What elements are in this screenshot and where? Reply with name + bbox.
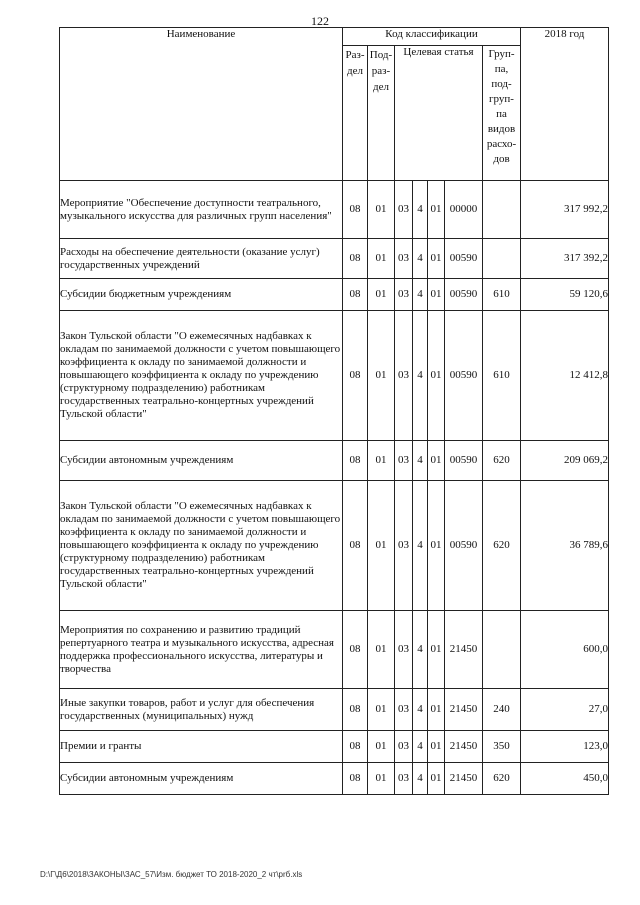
row-target-subprogram: 4 xyxy=(413,279,428,311)
row-razdel: 08 xyxy=(343,731,368,763)
row-name: Закон Тульской области "О ежемесячных надбавках к окладам по занимаемой должности с учетом повышающего коэффициента к окладу по занимаемой должности и повышающего коэффициента к окладу по учреждению (структурному подразделению) работникам государственных театрально-концертных учреждений Тульской области" xyxy=(60,481,343,611)
row-amount: 600,0 xyxy=(521,611,609,689)
row-podrazdel: 01 xyxy=(368,481,395,611)
file-path-footer: D:\Г\Д6\2018\ЗАКОНЫ\ЗАС_57\Изм. бюджет ТО 2018-2020_2 чт\prб.xls xyxy=(40,870,303,879)
header-razdel: Раз- дел xyxy=(343,46,368,181)
row-expense-type: 610 xyxy=(483,279,521,311)
row-razdel: 08 xyxy=(343,239,368,279)
row-name: Премии и гранты xyxy=(60,731,343,763)
row-target-event: 01 xyxy=(428,239,445,279)
row-target-subprogram: 4 xyxy=(413,311,428,441)
row-target-event: 01 xyxy=(428,611,445,689)
row-expense-type: 620 xyxy=(483,481,521,611)
row-expense-type xyxy=(483,611,521,689)
row-amount: 317 992,2 xyxy=(521,181,609,239)
table-row xyxy=(60,481,609,611)
row-target-event: 01 xyxy=(428,311,445,441)
table-row xyxy=(60,763,609,795)
row-target-event: 01 xyxy=(428,181,445,239)
row-target-direction: 00000 xyxy=(445,181,483,239)
row-amount: 27,0 xyxy=(521,689,609,731)
row-expense-type: 620 xyxy=(483,441,521,481)
row-name: Расходы на обеспечение деятельности (оказание услуг) государственных учреждений xyxy=(60,239,343,279)
table-row xyxy=(60,311,609,441)
row-target-program: 03 xyxy=(395,279,413,311)
row-target-program: 03 xyxy=(395,611,413,689)
row-podrazdel: 01 xyxy=(368,689,395,731)
row-expense-type: 620 xyxy=(483,763,521,795)
header-classification-code: Код классификации xyxy=(343,28,521,46)
row-razdel: 08 xyxy=(343,279,368,311)
row-target-subprogram: 4 xyxy=(413,181,428,239)
row-podrazdel: 01 xyxy=(368,441,395,481)
header-podrazdel: Под- раз- дел xyxy=(368,46,395,181)
row-podrazdel: 01 xyxy=(368,731,395,763)
row-target-program: 03 xyxy=(395,441,413,481)
row-target-program: 03 xyxy=(395,311,413,441)
row-name: Мероприятия по сохранению и развитию традиций репертуарного театра и музыкального искусства, адресная поддержка профессионального искусства, литературы и творчества xyxy=(60,611,343,689)
row-razdel: 08 xyxy=(343,441,368,481)
row-amount: 12 412,8 xyxy=(521,311,609,441)
row-target-event: 01 xyxy=(428,731,445,763)
row-target-direction: 00590 xyxy=(445,279,483,311)
row-expense-type: 610 xyxy=(483,311,521,441)
row-target-subprogram: 4 xyxy=(413,611,428,689)
row-name: Иные закупки товаров, работ и услуг для обеспечения государственных (муниципальных) нужд xyxy=(60,689,343,731)
row-expense-type xyxy=(483,181,521,239)
row-target-event: 01 xyxy=(428,279,445,311)
row-amount: 317 392,2 xyxy=(521,239,609,279)
table-row xyxy=(60,611,609,689)
row-podrazdel: 01 xyxy=(368,181,395,239)
row-target-subprogram: 4 xyxy=(413,481,428,611)
row-target-subprogram: 4 xyxy=(413,441,428,481)
row-target-direction: 21450 xyxy=(445,611,483,689)
row-target-program: 03 xyxy=(395,239,413,279)
row-razdel: 08 xyxy=(343,181,368,239)
table-row xyxy=(60,731,609,763)
row-target-event: 01 xyxy=(428,763,445,795)
row-expense-type: 350 xyxy=(483,731,521,763)
row-target-program: 03 xyxy=(395,763,413,795)
row-target-subprogram: 4 xyxy=(413,239,428,279)
row-razdel: 08 xyxy=(343,689,368,731)
table-row xyxy=(60,239,609,279)
row-razdel: 08 xyxy=(343,763,368,795)
row-razdel: 08 xyxy=(343,311,368,441)
table-row xyxy=(60,441,609,481)
row-target-direction: 00590 xyxy=(445,481,483,611)
row-target-event: 01 xyxy=(428,689,445,731)
row-expense-type: 240 xyxy=(483,689,521,731)
row-target-direction: 00590 xyxy=(445,441,483,481)
row-podrazdel: 01 xyxy=(368,311,395,441)
header-expense-group: Груп- па, под- груп- па видов расхо- дов xyxy=(483,46,521,181)
row-name: Субсидии автономным учреждениям xyxy=(60,763,343,795)
row-target-direction: 21450 xyxy=(445,763,483,795)
row-amount: 209 069,2 xyxy=(521,441,609,481)
row-podrazdel: 01 xyxy=(368,611,395,689)
row-target-direction: 21450 xyxy=(445,689,483,731)
row-amount: 450,0 xyxy=(521,763,609,795)
row-target-program: 03 xyxy=(395,181,413,239)
header-name: Наименование xyxy=(60,28,343,181)
table-body xyxy=(60,181,609,795)
row-amount: 123,0 xyxy=(521,731,609,763)
row-name: Мероприятие "Обеспечение доступности театрального, музыкального искусства для различных групп населения" xyxy=(60,181,343,239)
table-row xyxy=(60,279,609,311)
table-row xyxy=(60,181,609,239)
budget-table xyxy=(59,27,609,795)
row-razdel: 08 xyxy=(343,481,368,611)
row-target-program: 03 xyxy=(395,481,413,611)
row-target-event: 01 xyxy=(428,481,445,611)
row-amount: 59 120,6 xyxy=(521,279,609,311)
row-target-direction: 00590 xyxy=(445,311,483,441)
row-name: Закон Тульской области "О ежемесячных надбавках к окладам по занимаемой должности с учетом повышающего коэффициента к окладу по занимаемой должности и повышающего коэффициента к окладу по учреждению (структурному подразделению) работникам государственных театрально-концертных учреждений Тульской области" xyxy=(60,311,343,441)
row-target-subprogram: 4 xyxy=(413,731,428,763)
page-number: 122 xyxy=(311,14,329,28)
row-target-subprogram: 4 xyxy=(413,763,428,795)
row-podrazdel: 01 xyxy=(368,279,395,311)
row-target-subprogram: 4 xyxy=(413,689,428,731)
row-podrazdel: 01 xyxy=(368,763,395,795)
row-target-direction: 00590 xyxy=(445,239,483,279)
row-target-program: 03 xyxy=(395,689,413,731)
row-amount: 36 789,6 xyxy=(521,481,609,611)
row-razdel: 08 xyxy=(343,611,368,689)
row-name: Субсидии бюджетным учреждениям xyxy=(60,279,343,311)
row-target-program: 03 xyxy=(395,731,413,763)
row-target-direction: 21450 xyxy=(445,731,483,763)
header-target-article: Целевая статья xyxy=(395,46,483,181)
row-target-event: 01 xyxy=(428,441,445,481)
row-expense-type xyxy=(483,239,521,279)
row-name: Субсидии автономным учреждениям xyxy=(60,441,343,481)
header-year: 2018 год xyxy=(521,28,609,181)
row-podrazdel: 01 xyxy=(368,239,395,279)
table-row xyxy=(60,689,609,731)
